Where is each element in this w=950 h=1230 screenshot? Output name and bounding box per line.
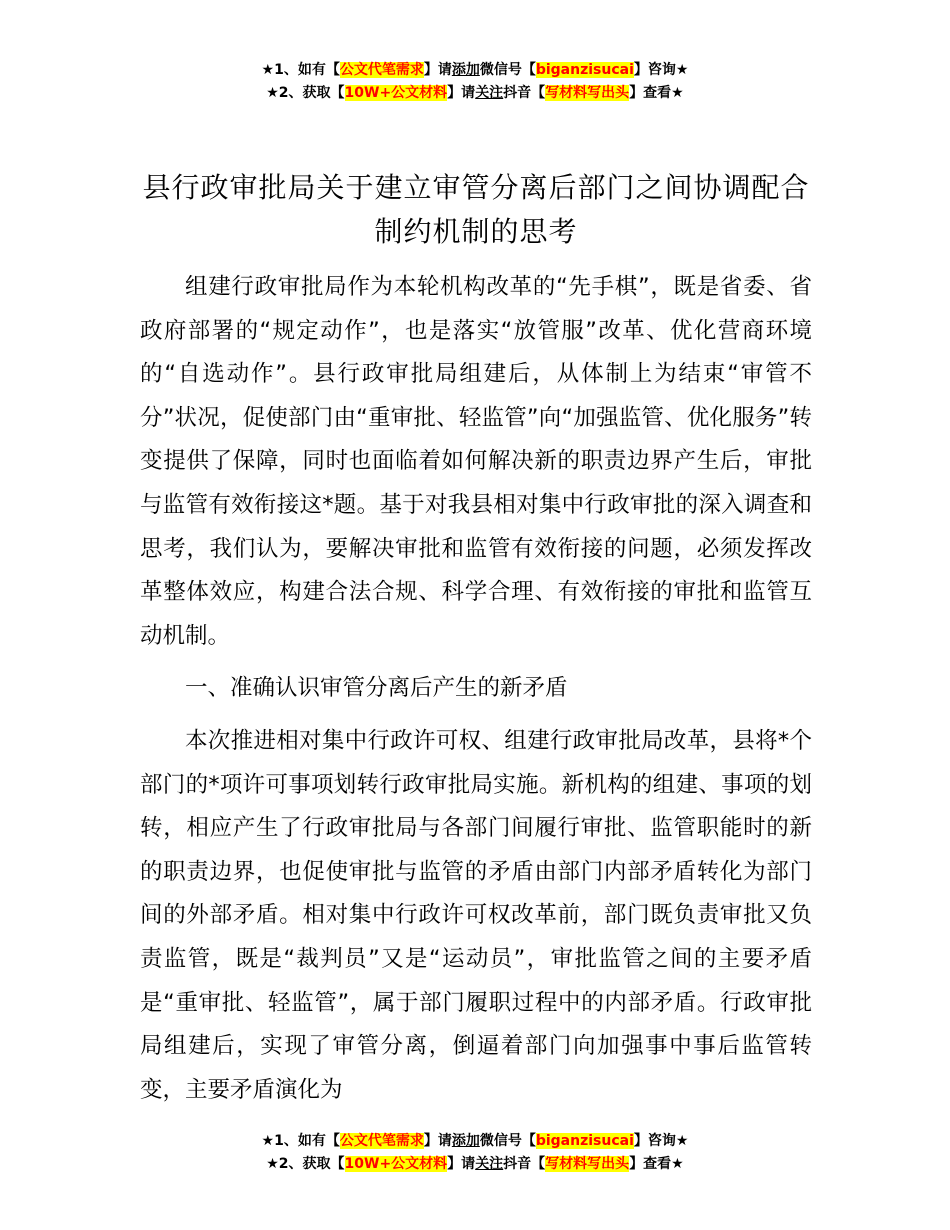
banner-emphasis: 添加 xyxy=(451,1133,480,1149)
banner-text: 】请 xyxy=(423,62,452,78)
paragraph-section-1: 本次推进相对集中行政许可权、组建行政审批局改革，县将*个部门的*项许可事项划转行政审批局实施。新机构的组建、事项的划转，相应产生了行政审批局与各部门间履行审批、监管职能时的新的职责边界，也促使审批与监管的矛盾由部门内部矛盾转化为部门间的外部矛盾。相对集中行政许可权改革前，部门既负责审批又负责监管，既是“裁判员”又是“运动员”，审批监管之间的主要矛盾是“重审批、轻监管”，属于部门履职过程中的内部矛盾。行政审批局组建后，实现了审管分离，倒逼着部门向加强事中事后监管转变，主要矛盾演化为 xyxy=(140,727,812,1103)
banner-line-2 xyxy=(0,82,950,105)
banner-highlight: biganzisucai xyxy=(535,62,634,78)
banner-highlight: 写材料写出头 xyxy=(545,1156,630,1172)
banner-text: 抖音【 xyxy=(503,1156,546,1172)
banner-text: 】请 xyxy=(447,85,476,101)
banner-text: 微信号【 xyxy=(479,62,536,78)
banner-highlight: biganzisucai xyxy=(535,1133,634,1149)
banner-highlight: 10W+公文材料 xyxy=(344,85,448,101)
banner-text: 】查看★ xyxy=(629,85,684,101)
banner-text: 微信号【 xyxy=(479,1133,536,1149)
banner-text: ★1、如有【 xyxy=(261,62,340,78)
banner-text: 】查看★ xyxy=(629,1156,684,1172)
banner-text: ★1、如有【 xyxy=(261,1133,340,1149)
header-banner xyxy=(0,59,950,105)
banner-highlight: 公文代笔需求 xyxy=(339,1133,424,1149)
banner-text: 】请 xyxy=(447,1156,476,1172)
footer-banner xyxy=(0,1130,950,1176)
banner-text: ★2、获取【 xyxy=(266,85,345,101)
banner-text: 】咨询★ xyxy=(633,1133,689,1149)
document-body xyxy=(140,166,812,1112)
banner-emphasis: 关注 xyxy=(475,1156,504,1172)
banner-line-1 xyxy=(0,59,950,82)
banner-line-2 xyxy=(0,1153,950,1176)
banner-text: 】咨询★ xyxy=(633,62,689,78)
banner-line-1 xyxy=(0,1130,950,1153)
banner-text: 抖音【 xyxy=(503,85,546,101)
document-title: 县行政审批局关于建立审管分离后部门之间协调配合制约机制的思考 xyxy=(142,171,810,248)
banner-emphasis: 关注 xyxy=(475,85,504,101)
section-heading: 一、准确认识审管分离后产生的新矛盾 xyxy=(185,675,568,702)
banner-highlight: 公文代笔需求 xyxy=(339,62,424,78)
banner-text: 】请 xyxy=(423,1133,452,1149)
banner-text: ★2、获取【 xyxy=(266,1156,345,1172)
banner-emphasis: 添加 xyxy=(451,62,480,78)
banner-highlight: 写材料写出头 xyxy=(545,85,630,101)
banner-highlight: 10W+公文材料 xyxy=(344,1156,448,1172)
paragraph-intro: 组建行政审批局作为本轮机构改革的“先手棋”，既是省委、省政府部署的“规定动作”，也是落实“放管服”改革、优化营商环境的“自选动作”。县行政审批局组建后，从体制上为结束“审管不分”状况，促使部门由“重审批、轻监管”向“加强监管、优化服务”转变提供了保障，同时也面临着如何解决新的职责边界产生后，审批与监管有效衔接这*题。基于对我县相对集中行政审批的深入调查和思考，我们认为，要解决审批和监管有效衔接的问题，必须发挥改革整体效应，构建合法合规、科学合理、有效衔接的审批和监管互动机制。 xyxy=(140,274,812,649)
